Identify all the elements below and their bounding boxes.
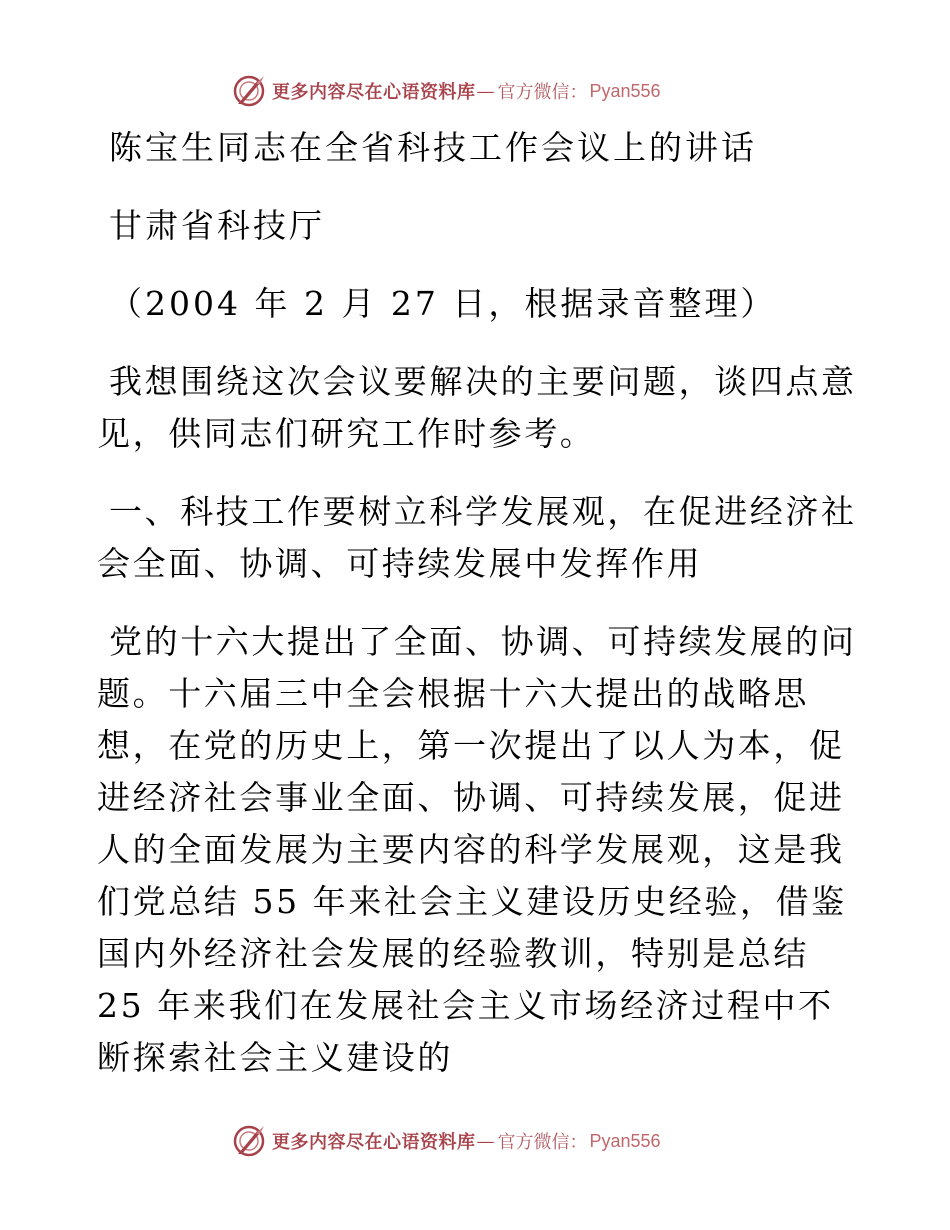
watermark-wechat-id: Pyan556	[589, 80, 661, 101]
document-date: （2004 年 2 月 27 日，根据录音整理）	[109, 284, 777, 323]
intro-paragraph: 我想围绕这次会议要解决的主要问题，谈四点意见，供同志们研究工作时参考。	[97, 362, 857, 453]
header-watermark	[232, 73, 752, 109]
section1-heading: 一、科技工作要树立科学发展观，在促进经济社会全面、协调、可持续发展中发挥作用	[97, 492, 857, 583]
document-title: 陈宝生同志在全省科技工作会议上的讲话	[109, 128, 757, 167]
footer-watermark	[232, 1123, 752, 1159]
watermark-dash: —	[476, 80, 495, 102]
quill-logo-icon	[232, 74, 266, 108]
document-org: 甘肃省科技厅	[109, 206, 325, 245]
watermark-wechat-id: Pyan556	[589, 1130, 661, 1151]
section1-body-paragraph: 党的十六大提出了全面、协调、可持续发展的问题。十六届三中全会根据十六大提出的战略思想，在党的历史上，第一次提出了以人为本，促进经济社会事业全面、协调、可持续发展，促进人的全面发展为主要内容的科学发展观，这是我们党总结 55 年来社会主义建设历史经验，借鉴国内外经济社会发展的经验教训，特别是总结 25 年来我们在发展社会主义市场经济过程中不断探索社会主义建设的	[97, 622, 857, 1077]
document-body	[97, 122, 867, 1110]
watermark-sub-text: 官方微信：	[497, 82, 588, 103]
watermark-main-text: 更多内容尽在心语资料库	[272, 82, 476, 103]
quill-logo-icon	[232, 1124, 266, 1158]
watermark-sub-text: 官方微信：	[497, 1132, 588, 1153]
watermark-main-text: 更多内容尽在心语资料库	[272, 1132, 476, 1153]
watermark-dash: —	[476, 1130, 495, 1152]
